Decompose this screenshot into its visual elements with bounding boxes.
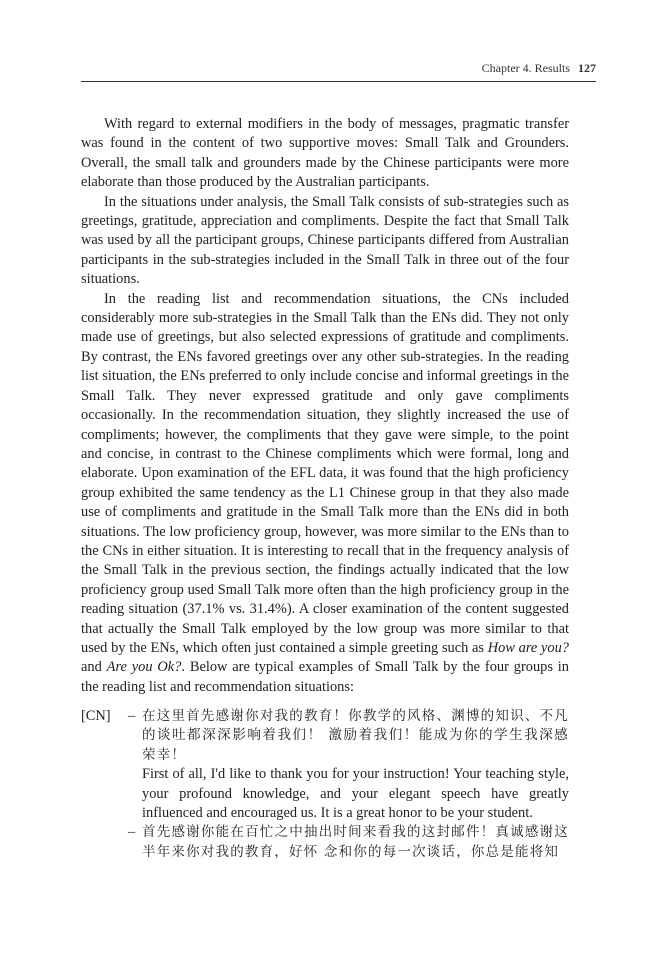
paragraph-text: In the reading list and recommendation situations, the CNs included considerably more sub-strategies in the Small Talk than the ENs did. They not only made use of greetings, but also selected expressions of gratitude and compliments. By contrast, the ENs favored greetings over any other sub-strategies. In the reading list situation, the ENs preferred to only include concise and informal greetings in the Small Talk. They never expressed gratitude and only gave compliments occasionally. In the recommendation situation, they slightly increased the use of compliments; however, the compliments that they gave were simple, to the point and concise, in contrast to the Chinese compliments which were formal, long and elaborate. Upon examination of the EFL data, it was found that the high proficiency group exhibited the same tendency as the L1 Chinese group in that they also made use of compliments and gratitude in the Small Talk more than the ENs did in both situations. The low proficiency group, however, was more similar to the ENs than to the CNs in either situation. It is interesting to recall that in the frequency analysis of the Small Talk in the previous section, the findings actually indicated that the low proficiency group used Small Talk more often than the high proficiency group in the reading situation (37.1% vs. 31.4%). A closer examination of the content suggested that actually the Small Talk employed by the low group was more similar to that used by the ENs, which often just contained a simple greeting such as bbox=[81, 290, 569, 656]
chapter-title: Chapter 4. Results bbox=[481, 61, 570, 75]
example-block bbox=[81, 707, 569, 862]
example-item bbox=[128, 707, 569, 823]
example-group-tag: [CN] bbox=[81, 708, 111, 724]
chinese-text: 在这里首先感谢你对我的教育！你教学的风格、渊博的知识、不凡的谈吐都深深影响着我们！ 激励着我们！能成为你的学生我深感荣幸！ bbox=[142, 708, 569, 763]
item-dash: – bbox=[128, 824, 136, 841]
item-dash: – bbox=[128, 708, 136, 724]
paragraph-text: . Below are typical examples of Small Talk by the four groups in the reading list and recommendation situations: bbox=[81, 659, 569, 695]
running-head bbox=[482, 61, 596, 76]
chinese-text: 首先感谢你能在百忙之中抽出时间来看我的这封邮件！真诚感谢这半年来你对我的教育，好怀 念和你的每一次谈话，你总是能将知 bbox=[142, 824, 569, 860]
paragraph-text: and bbox=[81, 659, 107, 676]
example-phrase: How are you? bbox=[487, 639, 569, 656]
example-item bbox=[128, 823, 569, 862]
example-phrase: Are you Ok? bbox=[106, 659, 182, 676]
body-text bbox=[81, 115, 569, 697]
page-number: 127 bbox=[578, 61, 596, 75]
header-rule bbox=[81, 81, 596, 82]
paragraph bbox=[81, 290, 569, 698]
paragraph: In the situations under analysis, the Small Talk consists of sub-strategies such as greetings, gratitude, appreciation and compliments. Despite the fact that Small Talk was used by all the participant groups, Chinese participants differed from Australian participants in the sub-strategies included in the Small Talk in three out of the four situations. bbox=[81, 193, 569, 288]
paragraph: With regard to external modifiers in the body of messages, pragmatic transfer was found in the content of two supportive moves: Small Talk and Grounders. Overall, the small talk and grounders made by the Chinese participants were more elaborate than those produced by the Australian participants. bbox=[81, 116, 569, 191]
english-translation: First of all, I'd like to thank you for your instruction! Your teaching style, your profound knowledge, and your elegant speech have greatly influenced and encouraged us. It is a great honor to be your student. bbox=[142, 766, 569, 822]
